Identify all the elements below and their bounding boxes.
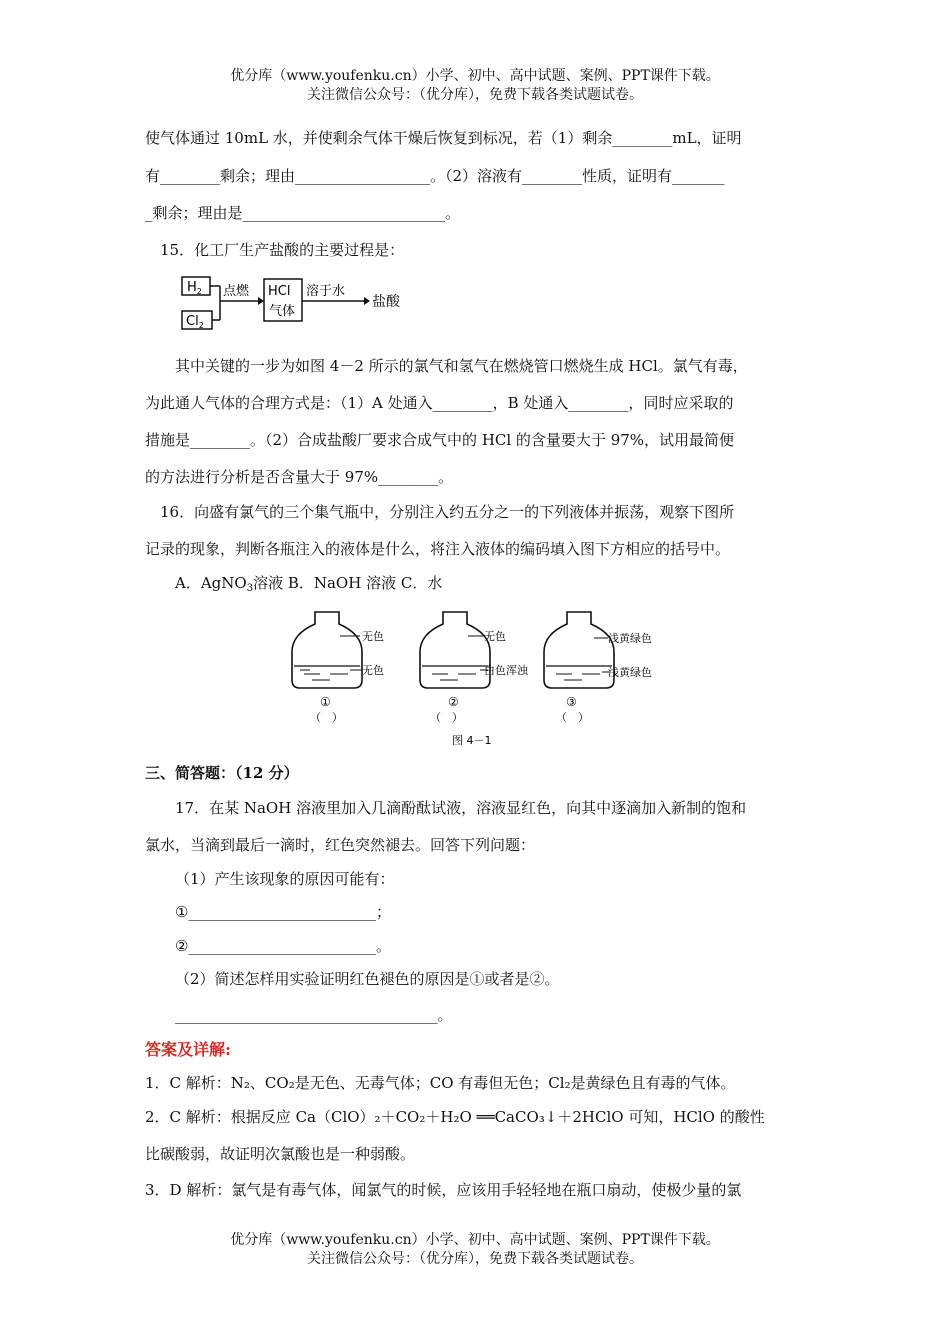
q15-title: 15．化工厂生产盐酸的主要过程是： bbox=[160, 241, 405, 259]
product-label: 盐酸 bbox=[372, 294, 400, 310]
ignite-label: 点燃 bbox=[223, 284, 250, 299]
q15-line-2: 为此通人气体的合理方式是：（1）A 处通入________，B 处通入________，同时应采取的 bbox=[145, 394, 734, 412]
bottle-3-answer-paren: （ ） bbox=[556, 711, 589, 724]
q17-line-2: 氯水，当滴到最后一滴时，红色突然褪去。回答下列问题： bbox=[145, 836, 536, 854]
cl2-label: $Cl_2$ bbox=[186, 314, 204, 330]
q15-line-3: 措施是________。（2）合成盐酸厂要求合成气中的 HCl 的含量要大于 97%，试用最简便 bbox=[145, 431, 735, 449]
q17-line-1: 17．在某 NaOH 溶液里加入几滴酚酞试液，溶液显红色，向其中逐滴加入新制的饱和 bbox=[175, 799, 747, 817]
q14-line-2: 有________剩余；理由__________________。（2）溶液有________性质，证明有_______ bbox=[145, 167, 725, 185]
hcl-box-bottom: 气体 bbox=[269, 304, 296, 319]
bottle-1-answer-paren: （ ） bbox=[310, 711, 343, 724]
bottle-3-lower-label: 浅黄绿色 bbox=[608, 666, 652, 679]
gas-bottle-figure bbox=[290, 604, 670, 752]
page-header bbox=[0, 67, 950, 105]
q15-line-4: 的方法进行分析是否含量大于 97%________。 bbox=[145, 468, 454, 486]
bottle-2-upper-label: 无色 bbox=[484, 630, 506, 643]
q17-answer-1: ①_________________________； bbox=[175, 903, 391, 921]
dissolve-label: 溶于水 bbox=[306, 284, 346, 299]
q16-line-2: 记录的现象，判断各瓶注入的液体是什么，将注入液体的编码填入图下方相应的括号中。 bbox=[145, 540, 731, 558]
bottle-1-lower-label: 无色 bbox=[362, 664, 384, 677]
bottle-3 bbox=[544, 612, 652, 724]
header-line-1: 优分库（www.youfenku.cn）小学、初中、高中试题、案例、PPT课件下载。 bbox=[230, 68, 720, 84]
answer-1: 1．C 解析：N₂、CO₂是无色、无毒气体；CO 有毒但无色；Cl₂是黄绿色且有毒的气体。 bbox=[145, 1074, 736, 1092]
bottle-1-number: ① bbox=[320, 695, 331, 709]
q14-line-1: 使气体通过 10mL 水，并使剩余气体干燥后恢复到标况，若（1）剩余________mL，证明 bbox=[145, 129, 742, 147]
hcl-box-top: HCl bbox=[268, 284, 291, 299]
bottle-2 bbox=[420, 612, 529, 724]
footer-line-2: 关注微信公众号：（优分库），免费下载各类试题试卷。 bbox=[307, 1251, 643, 1267]
figure-caption: 图 4－1 bbox=[452, 734, 492, 747]
q17-line-3: （1）产生该现象的原因可能有： bbox=[175, 870, 395, 888]
q17-line-6: （2）简述怎样用实验证明红色褪色的原因是①或者是②。 bbox=[175, 970, 560, 988]
answer-2-continued: 比碳酸弱，故证明次氯酸也是一种弱酸。 bbox=[145, 1145, 416, 1163]
section-3-title: 三、简答题：（12 分） bbox=[145, 764, 299, 782]
bottle-3-upper-label: 浅黄绿色 bbox=[608, 632, 652, 645]
bottle-1 bbox=[292, 612, 384, 724]
answers-title: 答案及详解: bbox=[145, 1040, 231, 1059]
q16-options: A．AgNO$_3$溶液 B．NaOH 溶液 C．水 bbox=[175, 574, 443, 594]
q17-answer-2: ②_________________________。 bbox=[175, 937, 391, 955]
q14-line-3: _剩余；理由是___________________________。 bbox=[145, 204, 461, 222]
header-line-2: 关注微信公众号：（优分库），免费下载各类试题试卷。 bbox=[307, 87, 643, 103]
bottle-1-upper-label: 无色 bbox=[362, 630, 384, 643]
bottle-2-lower-label: 白色浑浊 bbox=[484, 664, 528, 677]
q15-line-1: 其中关键的一步为如图 4－2 所示的氯气和氢气在燃烧管口燃烧生成 HCl。氯气有毒， bbox=[175, 357, 748, 375]
hcl-process-flow-diagram bbox=[180, 273, 410, 335]
answer-2: 2．C 解析：根据反应 Ca（ClO）₂＋CO₂＋H₂O ══CaCO₃↓＋2HClO 可知，HClO 的酸性 bbox=[145, 1108, 765, 1126]
bottle-2-number: ② bbox=[448, 695, 459, 709]
bottle-2-answer-paren: （ ） bbox=[430, 711, 463, 724]
q17-answer-blank: ___________________________________。 bbox=[175, 1006, 453, 1024]
footer-line-1: 优分库（www.youfenku.cn）小学、初中、高中试题、案例、PPT课件下载。 bbox=[230, 1232, 720, 1248]
q16-line-1: 16．向盛有氯气的三个集气瓶中，分别注入约五分之一的下列液体并振荡，观察下图所 bbox=[160, 503, 735, 521]
page-footer bbox=[0, 1231, 950, 1269]
h2-label: $H_2$ bbox=[187, 280, 202, 296]
answer-3: 3．D 解析：氯气是有毒气体，闻氯气的时候，应该用手轻轻地在瓶口扇动，使极少量的氯 bbox=[145, 1181, 742, 1199]
bottle-3-number: ③ bbox=[566, 695, 577, 709]
